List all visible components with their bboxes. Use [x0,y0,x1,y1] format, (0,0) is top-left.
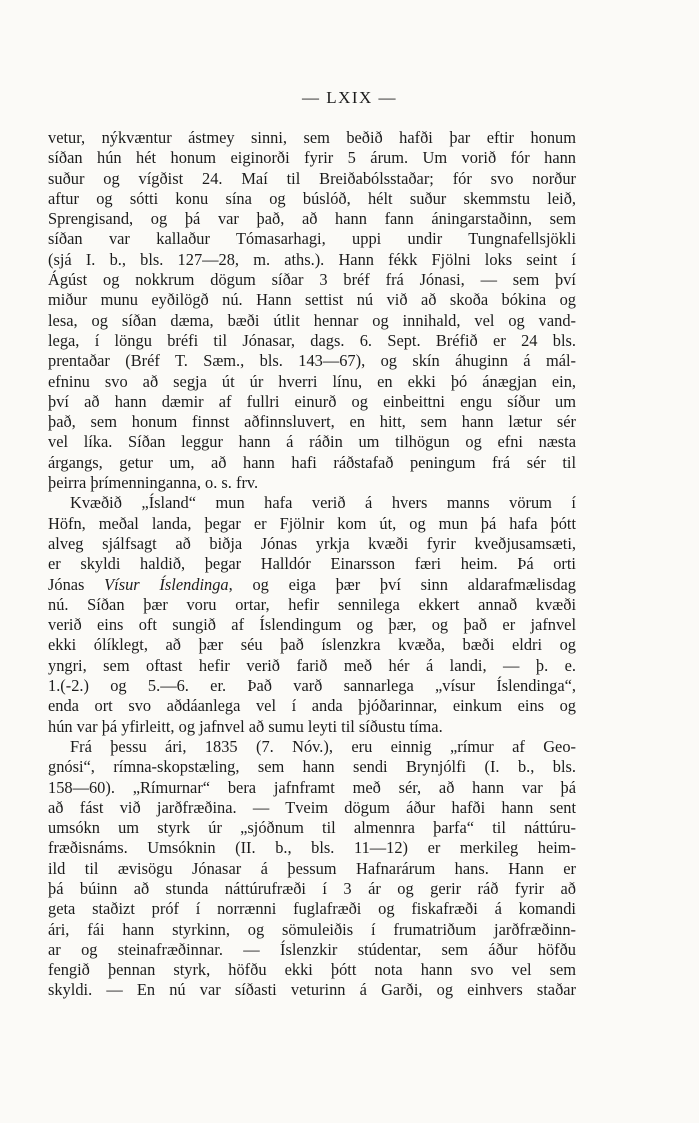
text-line: lega, í löngu bréfi til Jónasar, dags. 6. Sept. Bréfið er 24 bls. [48,330,576,350]
italic-title: Vísur Íslendinga [104,574,229,594]
text-line: miður munu eyðilögð nú. Hann settist nú við að skoða bókina og [48,290,576,310]
text-line: lesa, og síðan dæma, bæði útlit hennar og innihald, vel og vand- [48,310,576,330]
text-line: 1.(-2.) og 5.—6. er. Það varð sannarlega „vísur Íslendinga“, [48,676,576,696]
text-line: vel líka. Síðan leggur hann á ráðin um tilhögun og efni næsta [48,432,576,452]
text-line: vetur, nýkvæntur ástmey sinni, sem beðið hafði þar eftir honum [48,128,576,147]
text-line: þá búinn að stunda náttúrufræði í 3 ár og gerir ráð fyrir að [48,878,576,898]
text-line: umsókn um styrk úr „sjóðnum til almennra þarfa“ til náttúru- [48,818,576,838]
text-line: enda ort svo aðdáanlega vel í anda þjóðarinnar, einkum eins og [48,696,576,716]
text-line: ar og steinafræðinnar. — Íslenzkir stúdentar, sem áður höfðu [48,939,576,959]
text-line: efninu svo að segja út úr hverri línu, en ekki þó ánægjan ein, [48,371,576,391]
text-line: aftur og sótti konu sína og búslóð, hélt suður skemmstu leið, [48,188,576,208]
text-line: Sprengisand, og þá var það, að hann fann áningarstaðinn, sem [48,209,576,229]
text-line: ild til ævisögu Jónasar á þessum Hafnarárum hans. Hann er [48,858,576,878]
text-line: ári, fái hann styrkinn, og sömuleiðis í frumatriðum jarðfræðinn- [48,919,576,939]
page-body-text [48,128,576,1001]
text-line: það, sem honum finnst aðfinnsluvert, en hitt, sem hann lætur sér [48,412,576,432]
text-line: fengið þennan styrk, höfðu ekki þótt nota hann svo vel sem [48,960,576,980]
text-line: Ágúst og nokkrum dögum síðar 3 bréf frá Jónasi, — sem því [48,270,576,290]
text-line: geta staðizt próf í norrænni fuglafræði og fiskafræði á komandi [48,899,576,919]
text-line: Kvæðið „Ísland“ mun hafa verið á hvers manns vörum í [70,493,576,513]
text-line: Frá þessu ári, 1835 (7. Nóv.), eru einnig „rímur af Geo- [70,736,576,756]
text-line: er skyldi haldið, þegar Halldór Einarsson færi heim. Þá orti [48,554,576,574]
text-line: alveg sjálfsagt að biðja Jónas yrkja kvæði fyrir kveðjusamsæti, [48,533,576,553]
text-line: skyldi. — En nú var síðasti veturinn á Garði, og einhvers staðar [48,980,576,1000]
page-number-header: — LXIX — [301,88,398,107]
text-line: (sjá I. b., bls. 127—28, m. aths.). Hann fékk Fjölni loks seint í [48,249,576,269]
text-line: gnósi“, rímna-skopstæling, sem hann sendi Brynjólfi (I. b., bls. [48,757,576,777]
text-line: prentaðar (Bréf T. Sæm., bls. 143—67), og skín áhuginn á mál- [48,351,576,371]
text-line: fræðisnáms. Umsóknin (II. b., bls. 11—12) er merkileg heim- [48,838,576,858]
text-line: 158—60). „Rímurnar“ bera jafnframt með sér, að hann var þá [48,777,576,797]
text-line: því að hann dæmir af fullri einurð og einbeittni engu síður um [48,391,576,411]
text-line: verið eins oft sungið af Íslendingum og þær, og það er jafnvel [48,615,576,635]
text-line: Höfn, meðal landa, þegar er Fjölnir kom út, og mun þá hafa þótt [48,513,576,533]
text-line: árgangs, getur um, að hann hafi ráðstafað peningum frá sér til [48,452,576,472]
text-line: hún var þá yfirleitt, og jafnvel að sumu leyti til síðustu tíma. [48,716,443,736]
text-line: yngri, sem oftast hefir verið farið með hér á landi, — þ. e. [48,655,576,675]
text-line: að fást við jarðfræðina. — Tveim dögum áður hafði hann sent [48,797,576,817]
text-line: síðan var kallaður Tómasarhagi, uppi undir Tungnafellsjökli [48,229,576,249]
text-line: suður og vígðist 24. Maí til Breiðabólsstaðar; fór svo norður [48,168,576,188]
text-line: Jónas Vísur Íslendinga, og eiga þær því sinn aldarafmælisdag [48,574,576,594]
text-line: síðan hún hét honum eiginorði fyrir 5 árum. Um vorið fór hann [48,148,576,168]
text-line: þeirra þrímenninganna, o. s. frv. [48,473,259,493]
text-line: ekki ólíklegt, að þær séu það íslenzkra kvæða, bæði eldri og [48,635,576,655]
text-line: nú. Síðan þær voru ortar, hefir sennilega ekkert annað kvæði [48,594,576,614]
